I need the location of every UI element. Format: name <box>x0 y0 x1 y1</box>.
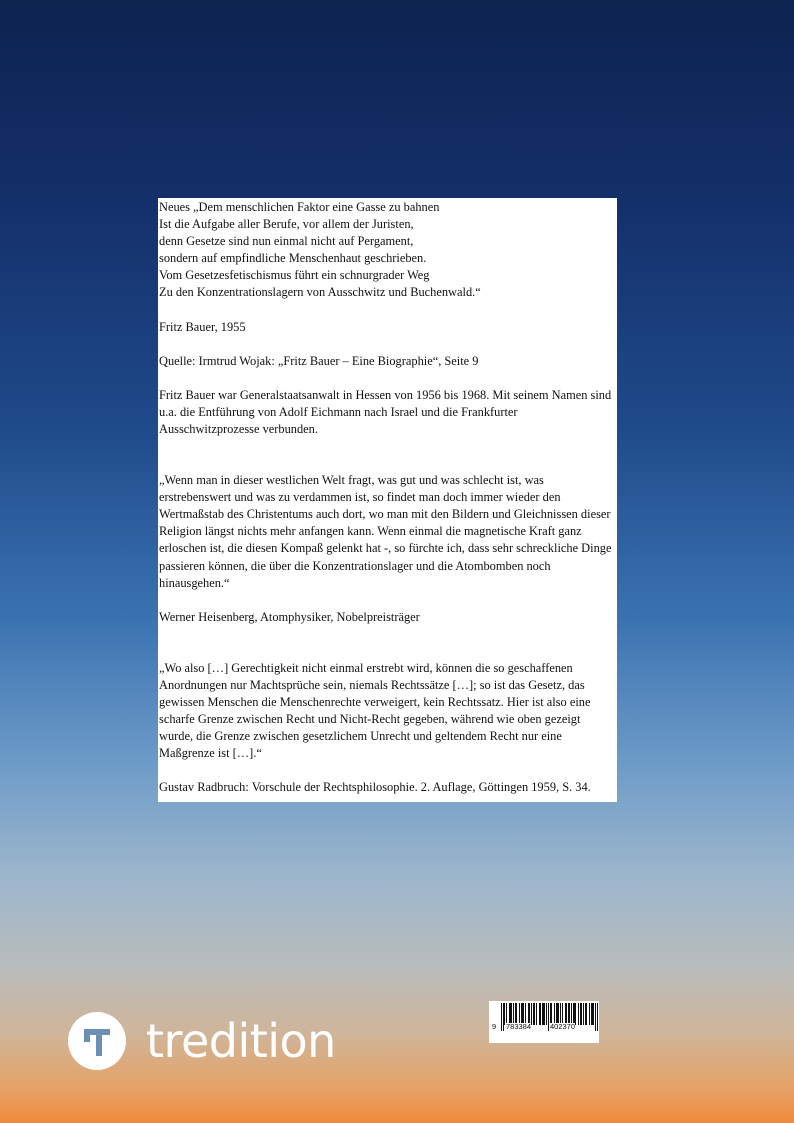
barcode-bar <box>586 1003 587 1025</box>
barcode-bar <box>575 1003 576 1025</box>
back-cover-text-box <box>158 198 617 802</box>
barcode-bar <box>544 1003 545 1025</box>
barcode-bar <box>548 1003 549 1031</box>
quote1-author: Fritz Bauer, 1955 <box>159 319 246 334</box>
quote1-source: Quelle: Irmtrud Wojak: „Fritz Bauer – Eine Biographie“, Seite 9 <box>159 353 479 368</box>
quote1-line: Zu den Konzentrationslagern von Ausschwitz und Buchenwald.“ <box>159 285 481 300</box>
barcode-bar <box>542 1003 543 1025</box>
barcode-bar <box>585 1003 586 1025</box>
quote1-line: Neues „Dem menschlichen Faktor eine Gasse zu bahnen <box>159 200 440 214</box>
barcode-bar <box>540 1003 541 1025</box>
barcode-bar <box>592 1003 593 1025</box>
publisher-name: tredition <box>146 1014 336 1068</box>
barcode-bar <box>536 1003 537 1025</box>
quote1-line: Ist die Aufgabe aller Berufe, vor allem der Juristen, <box>159 217 414 232</box>
barcode-bar <box>539 1003 540 1025</box>
barcode-bar <box>583 1003 584 1025</box>
barcode-bar <box>531 1003 532 1025</box>
barcode-digit-first: 9 <box>492 1022 497 1031</box>
quote3-author: Gustav Radbruch: Vorschule der Rechtsphilosophie. 2. Auflage, Göttingen 1959, S. 34. <box>159 780 591 795</box>
barcode-bar <box>503 1003 504 1031</box>
tredition-logo-icon <box>68 1012 126 1070</box>
quote3-text: „Wo also […] Gerechtigkeit nicht einmal erstrebt wird, können die so geschaffenen Anordnungen nur Machtsprüche sein, niemals Rechtssätze […]; so ist das Gesetz, das gewissen Menschen die Menschenrechte verweigert, kein Rechtssatz. Hier ist also eine scharfe Grenze zwischen Recht und Nicht-Recht gegeben, während wie oben gezeigt wurde, die Grenze zwischen gesetzlichem Unrecht und geltendem Recht nur eine Maßgrenze ist […].“ <box>159 660 591 761</box>
barcode-bar <box>543 1003 544 1025</box>
barcode-bar <box>578 1003 579 1025</box>
barcode-bar <box>534 1003 535 1025</box>
barcode-group1: 783384 <box>506 1022 532 1031</box>
isbn-barcode <box>489 1001 599 1043</box>
barcode-bar <box>533 1003 534 1025</box>
barcode-bar <box>593 1003 594 1025</box>
barcode-bar <box>504 1003 505 1025</box>
quote2-text: „Wenn man in dieser westlichen Welt fragt, was gut und was schlecht ist, was erstrebenswert und was zu verdammen ist, so findet man doch immer wieder den Wertmaßstab des Christentums auch dort, wo man mit den Bildern und Gleichnissen dieser Religion längst nichts mehr anfangen kann. Wenn einmal die magnetische Kraft ganz erloschen ist, die diesen Kompaß gelenkt hat -, so fürchte ich, dass sehr schreckliche Dinge passieren können, die über die Konzentrationslager und die Atombomben noch hinausgehen.“ <box>159 473 612 590</box>
barcode-bar <box>597 1003 598 1031</box>
quote2-author: Werner Heisenberg, Atomphysiker, Nobelpreisträger <box>159 609 420 624</box>
barcode-bar <box>595 1003 596 1031</box>
quote1-line: denn Gesetze sind nun einmal nicht auf Pergament, <box>159 234 414 249</box>
quote1-line: Vom Gesetzesfetischismus führt ein schnurgrader Weg <box>159 268 430 283</box>
barcode-bar <box>501 1003 502 1031</box>
barcode-bar <box>591 1003 592 1025</box>
quote1-bio: Fritz Bauer war Generalstaatsanwalt in Hessen von 1956 bis 1968. Mit seinem Namen sind u.a. die Entführung von Adolf Eichmann nach Israel und die Frankfurter Ausschwitzprozesse verbunden. <box>159 387 612 436</box>
barcode-bar <box>580 1003 581 1025</box>
barcode-group2: 402370 <box>550 1022 576 1031</box>
quote1-line: sondern auf empfindliche Menschenhaut geschrieben. <box>159 251 427 266</box>
barcode-bar <box>581 1003 582 1025</box>
barcode-bar <box>546 1003 547 1025</box>
barcode-bar <box>589 1003 590 1025</box>
publisher-logo <box>68 1012 336 1070</box>
